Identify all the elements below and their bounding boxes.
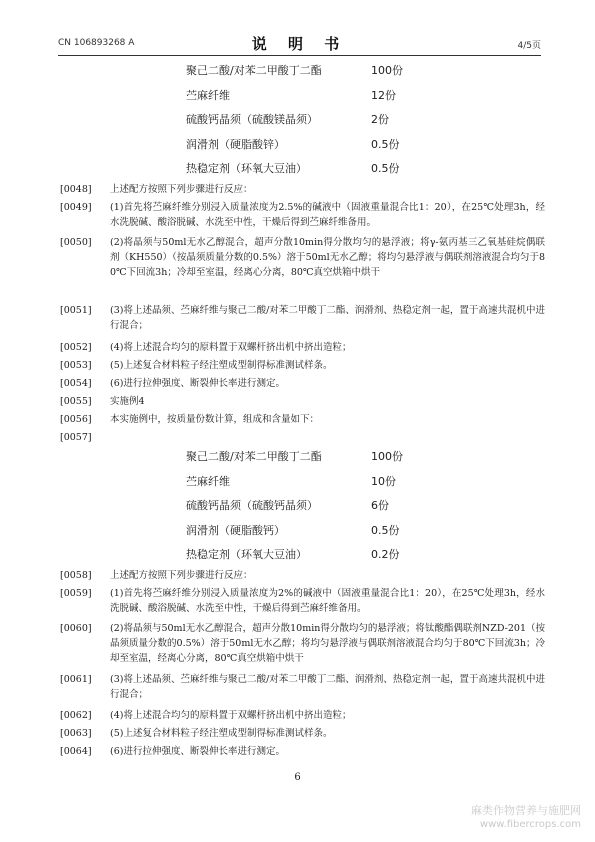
watermark-site-name: 麻类作物营养与施肥网	[471, 804, 581, 817]
paragraph-text: (1)首先将苎麻纤维分别浸入质量浓度为2%的碱液中（固液重量混合比1：20），在25℃处理3h，经水洗脱碱、酸浴脱碱、水洗至中性，干燥后得到苎麻纤维备用。	[110, 588, 545, 614]
watermark-url: www.fibercrops.com	[479, 819, 581, 830]
recipe-bottom	[186, 450, 486, 573]
paragraph-text: (6)进行拉伸强度、断裂伸长率进行测定。	[110, 746, 285, 757]
ingredient-amount: 10份	[371, 474, 396, 488]
paragraph	[60, 340, 545, 355]
paragraph	[60, 182, 545, 197]
paragraph	[60, 621, 545, 666]
paragraph-text: (2)将晶须与50ml无水乙醇混合，超声分散10min得分散均匀的悬浮液；将钛酸酯偶联剂NZD-201（按晶须质量分数的0.5%）溶于50ml无水乙醇；将均匀悬浮液与偶联剂溶液混合均匀于80℃下回流3h；冷却至室温，经离心分离，80℃真空烘箱中烘干	[110, 623, 545, 664]
paragraph-number: [0063]	[60, 728, 92, 739]
recipe-row	[186, 475, 486, 500]
paragraph-number: [0054]	[60, 378, 92, 389]
ingredient-amount: 2份	[371, 113, 389, 126]
paragraph	[60, 708, 545, 723]
recipe-row	[186, 113, 486, 138]
recipe-row	[186, 450, 486, 475]
patent-number: CN 106893268 A	[58, 38, 135, 48]
paragraph-text: (5)上述复合材料粒子经注塑成型制得标准测试样条。	[110, 728, 333, 739]
paragraph	[60, 358, 545, 373]
paragraph	[60, 235, 545, 280]
paragraph-number: [0057]	[60, 432, 92, 443]
ingredient-name: 硫酸钙晶须（硫酸钙晶须）	[186, 499, 318, 512]
recipe-top	[186, 64, 486, 187]
paragraph-number: [0058]	[60, 570, 92, 581]
page-header	[58, 33, 541, 56]
page-number: 6	[294, 772, 301, 783]
recipe-row	[186, 89, 486, 114]
ingredient-amount: 0.2份	[371, 548, 400, 561]
ingredient-amount: 12份	[371, 88, 396, 102]
ingredient-amount: 0.5份	[371, 137, 400, 151]
paragraph-number: [0060]	[60, 623, 92, 634]
paragraph-text: (1)首先将苎麻纤维分别浸入质量浓度为2.5%的碱液中（固液重量混合比1：20），在25℃处理3h，经水洗脱碱、酸浴脱碱、水洗至中性，干燥后得到苎麻纤维备用。	[110, 202, 545, 228]
ingredient-amount: 0.5份	[371, 523, 400, 537]
paragraph-number: [0049]	[60, 202, 92, 213]
paragraph-text: (5)上述复合材料粒子经注塑成型制得标准测试样条。	[110, 360, 333, 371]
ingredient-amount: 100份	[371, 450, 403, 463]
recipe-row	[186, 524, 486, 549]
paragraph	[60, 586, 545, 616]
paragraph-number: [0051]	[60, 305, 92, 316]
paragraph	[60, 394, 545, 409]
paragraph	[60, 376, 545, 391]
paragraph	[60, 412, 545, 427]
ingredient-name: 聚己二酸/对苯二甲酸丁二酯	[186, 64, 322, 77]
paragraph-text: 上述配方按照下列步骤进行反应：	[110, 570, 253, 581]
watermark	[471, 804, 581, 832]
recipe-row	[186, 138, 486, 163]
paragraph	[60, 672, 545, 702]
paragraph-text: (2)将晶须与50ml无水乙醇混合，超声分散10min得分散均匀的悬浮液；将γ-氨丙基三乙氧基硅烷偶联剂（KH550）（按晶须质量分数的0.5%）溶于50ml无水乙醇；将均匀悬浮液与偶联剂溶液混合均匀于80℃下回流3h；冷却至室温，经离心分离，80℃真空烘箱中烘干	[110, 237, 545, 278]
paragraph-number: [0048]	[60, 184, 92, 195]
ingredient-name: 聚己二酸/对苯二甲酸丁二酯	[186, 450, 322, 463]
ingredient-name: 苎麻纤维	[186, 88, 230, 102]
paragraph-number: [0056]	[60, 414, 92, 425]
paragraph-text: (4)将上述混合均匀的原料置于双螺杆挤出机中挤出造粒；	[110, 342, 352, 353]
ingredient-name: 硫酸钙晶须（硫酸镁晶须）	[186, 113, 318, 126]
paragraph-text: (6)进行拉伸强度、断裂伸长率进行测定。	[110, 378, 285, 389]
ingredient-amount: 0.5份	[371, 162, 400, 175]
paragraph-text: (3)将上述晶须、苎麻纤维与聚己二酸/对苯二甲酸丁二酯、润滑剂、热稳定剂一起，置于高速共混机中进行混合；	[110, 674, 545, 700]
paragraph	[60, 744, 545, 759]
paragraph-text: 实施例4	[110, 396, 145, 407]
ingredient-amount: 6份	[371, 499, 389, 512]
paragraph-text: (3)将上述晶须、苎麻纤维与聚己二酸/对苯二甲酸丁二酯、润滑剂、热稳定剂一起，置于高速共混机中进行混合；	[110, 305, 545, 331]
paragraph-number: [0059]	[60, 588, 92, 599]
paragraph	[60, 726, 545, 741]
paragraph-number: [0055]	[60, 396, 92, 407]
paragraph-text: 上述配方按照下列步骤进行反应：	[110, 184, 253, 195]
paragraph-number: [0062]	[60, 710, 92, 721]
paragraph-text: 本实施例中，按质量份数计算，组成和含量如下：	[110, 414, 320, 425]
ingredient-name: 热稳定剂（环氧大豆油）	[186, 162, 307, 175]
recipe-row	[186, 499, 486, 524]
paragraph-number: [0052]	[60, 342, 92, 353]
paragraph-text: (4)将上述混合均匀的原料置于双螺杆挤出机中挤出造粒；	[110, 710, 352, 721]
page-indicator: 4/5页	[517, 41, 541, 51]
paragraph-number: [0053]	[60, 360, 92, 371]
recipe-row	[186, 64, 486, 89]
paragraph	[60, 303, 545, 333]
ingredient-name: 润滑剂（硬脂酸锌）	[186, 137, 285, 151]
paragraph-number: [0061]	[60, 674, 92, 685]
ingredient-name: 热稳定剂（环氧大豆油）	[186, 548, 307, 561]
paragraph-number: [0064]	[60, 746, 92, 757]
ingredient-amount: 100份	[371, 64, 403, 77]
ingredient-name: 苎麻纤维	[186, 474, 230, 488]
paragraph	[60, 568, 545, 583]
ingredient-name: 润滑剂（硬脂酸钙）	[186, 523, 285, 537]
paragraph-number: [0050]	[60, 237, 92, 248]
paragraph	[60, 200, 545, 230]
document-title: 说 明 书	[251, 35, 348, 53]
